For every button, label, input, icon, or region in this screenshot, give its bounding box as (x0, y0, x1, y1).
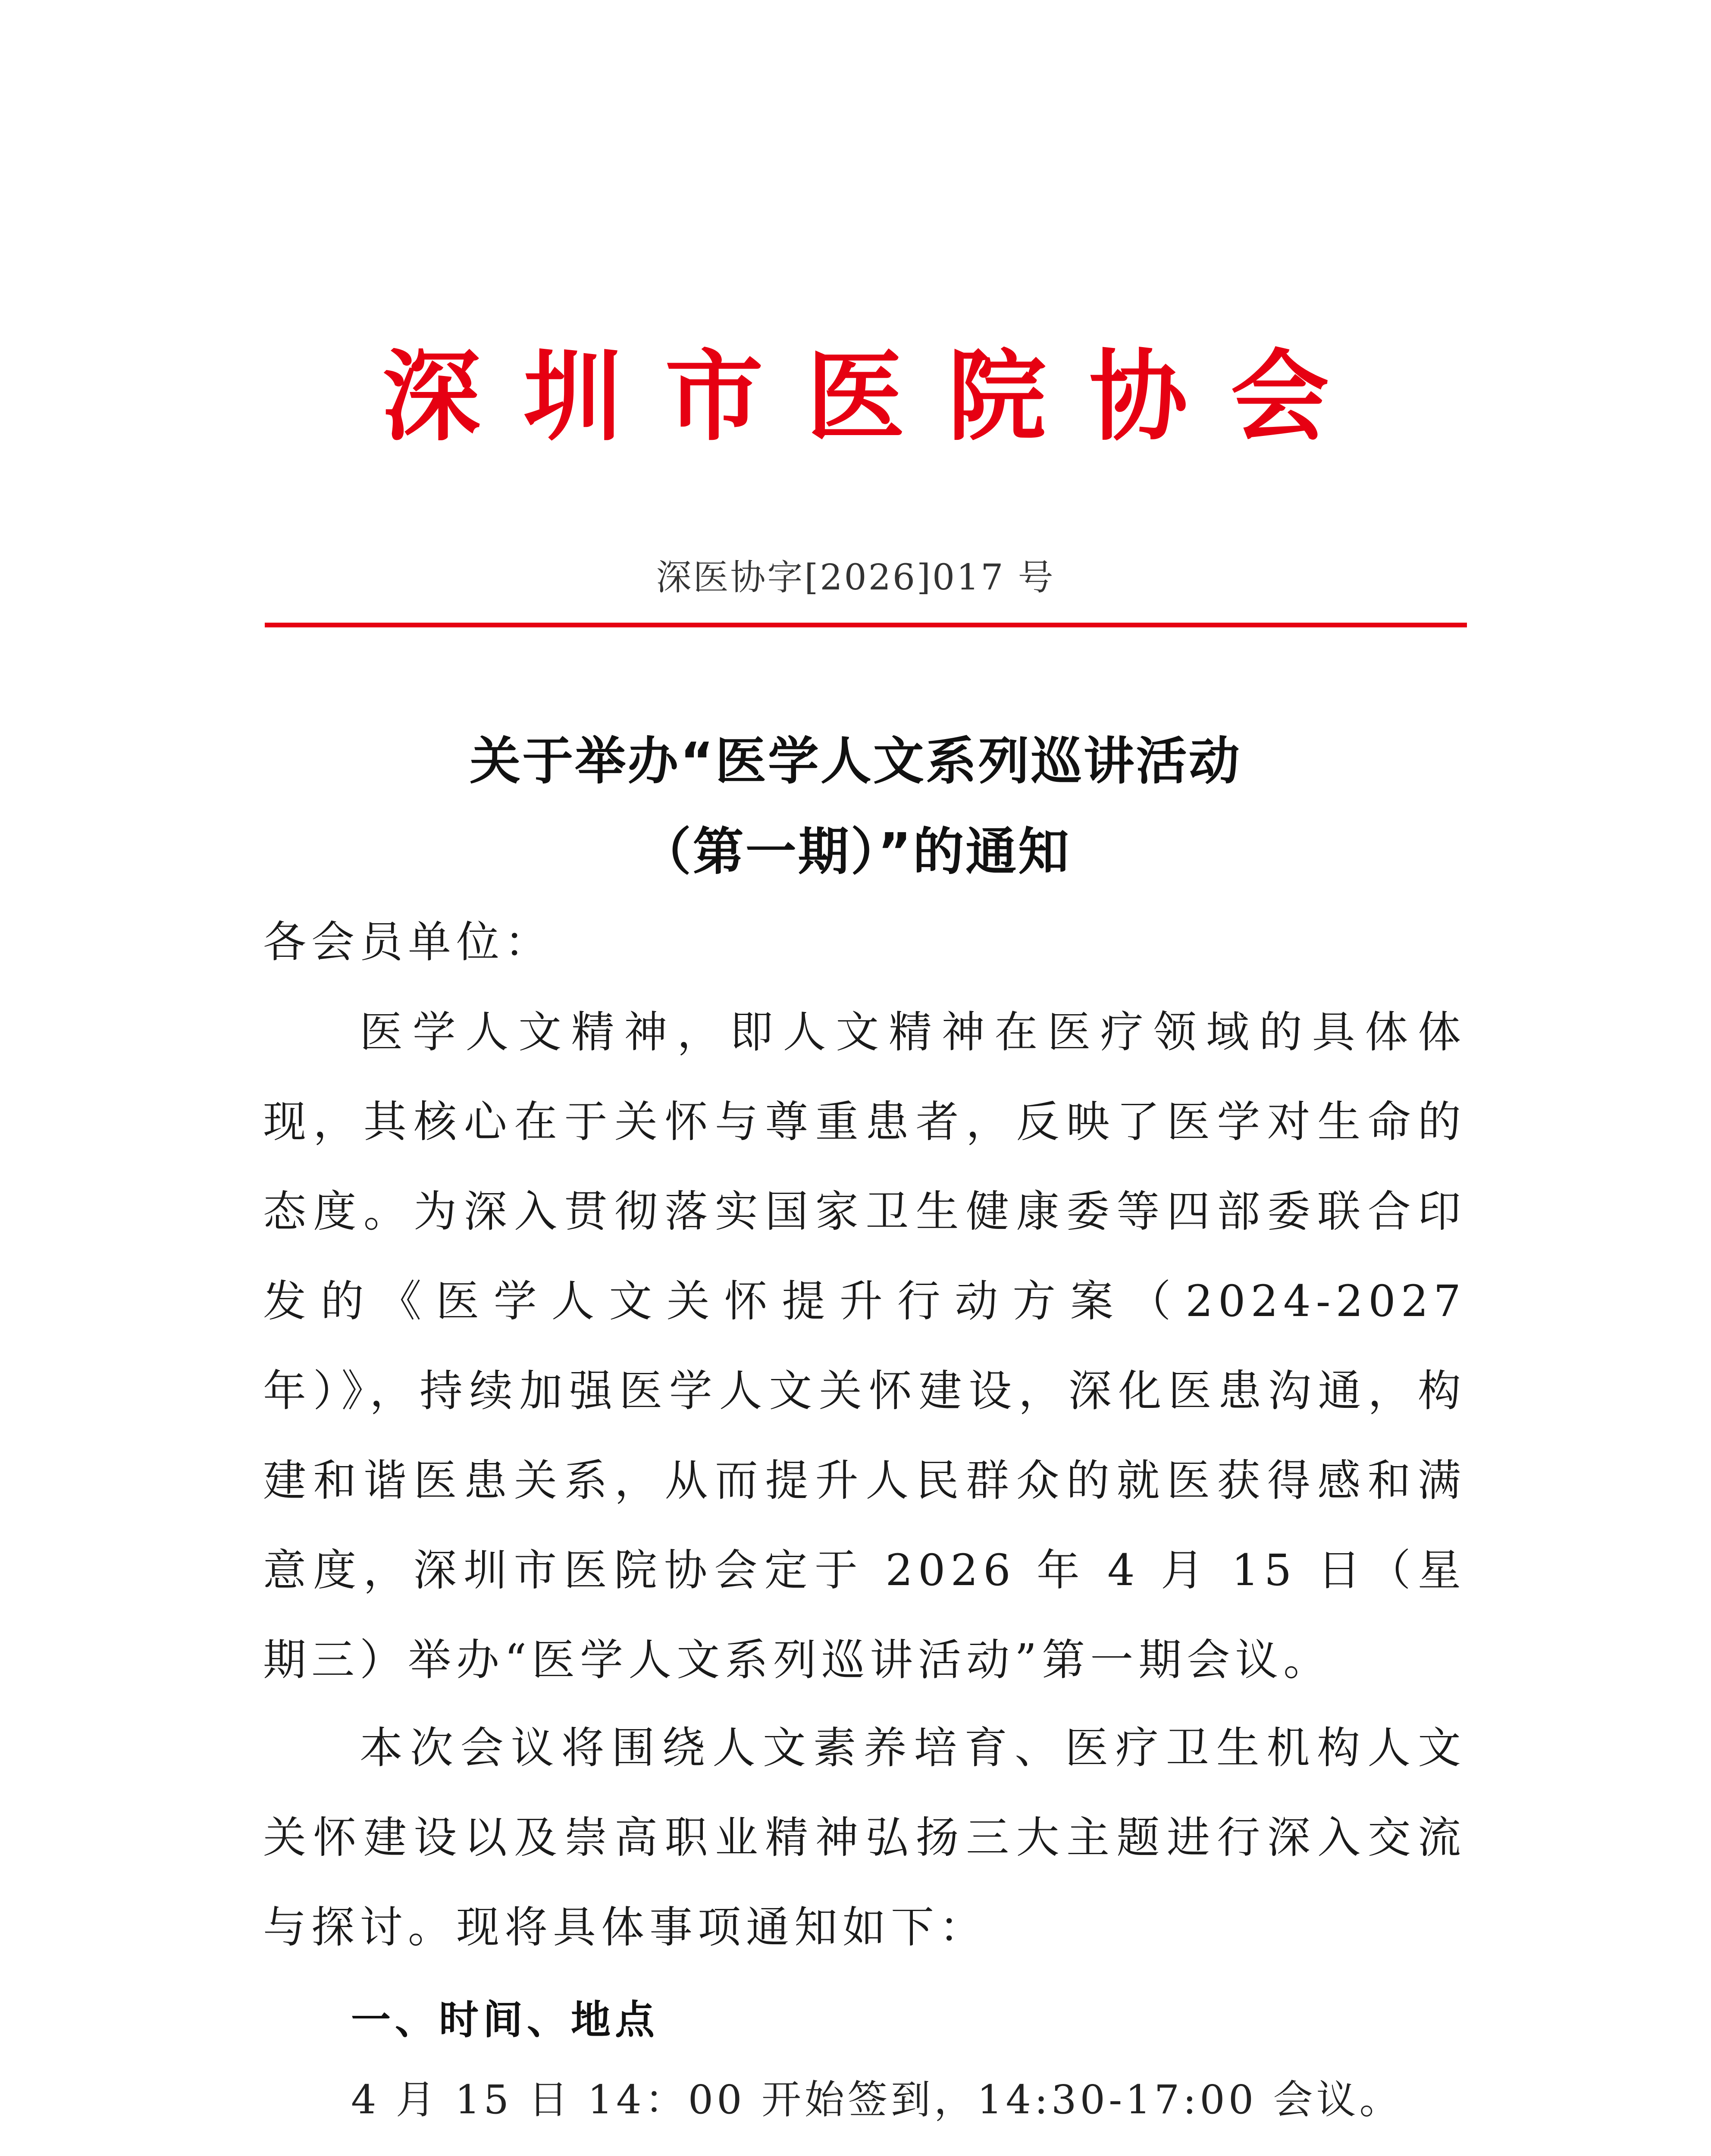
red-divider (265, 623, 1467, 627)
body-paragraph-2: 本次会议将围绕人文素养培育、医疗卫生机构人文关怀建设以及崇高职业精神弘扬三大主题进行深入交流与探讨。现将具体事项通知如下： (263, 1723, 1466, 1952)
event-location (351, 2152, 1127, 2156)
notice-title-line-1: 关于举办“医学人文系列巡讲活动 (470, 731, 1241, 791)
section-heading-time-location: 一、时间、地点 (351, 1997, 659, 2043)
notice-title-line-2: （第一期）”的通知 (640, 822, 1071, 881)
salutation: 各会员单位： (263, 917, 553, 967)
event-time: 4 月 15 日 14：00 开始签到，14:30-17:00 会议。 (351, 2077, 1403, 2123)
document-number: 深医协字[2026]017 号 (656, 557, 1055, 598)
organization-title: 深圳市医院协会 (382, 339, 1372, 454)
body-paragraph-1: 医学人文精神，即人文精神在医疗领域的具体体现，其核心在于关怀与尊重患者，反映了医学对生命的态度。为深入贯彻落实国家卫生健康委等四部委联合印发的《医学人文关怀提升行动方案（2024-2027 年）》，持续加强医学人文关怀建设，深化医患沟通，构建和谐医患关系，从而提升人民群众的就医获得感和满意度，深圳市医院协会定于 2026 年 4 月 15 日（星期三）举办“医学人文系列巡讲活动”第一期会议。 (263, 1007, 1466, 1685)
